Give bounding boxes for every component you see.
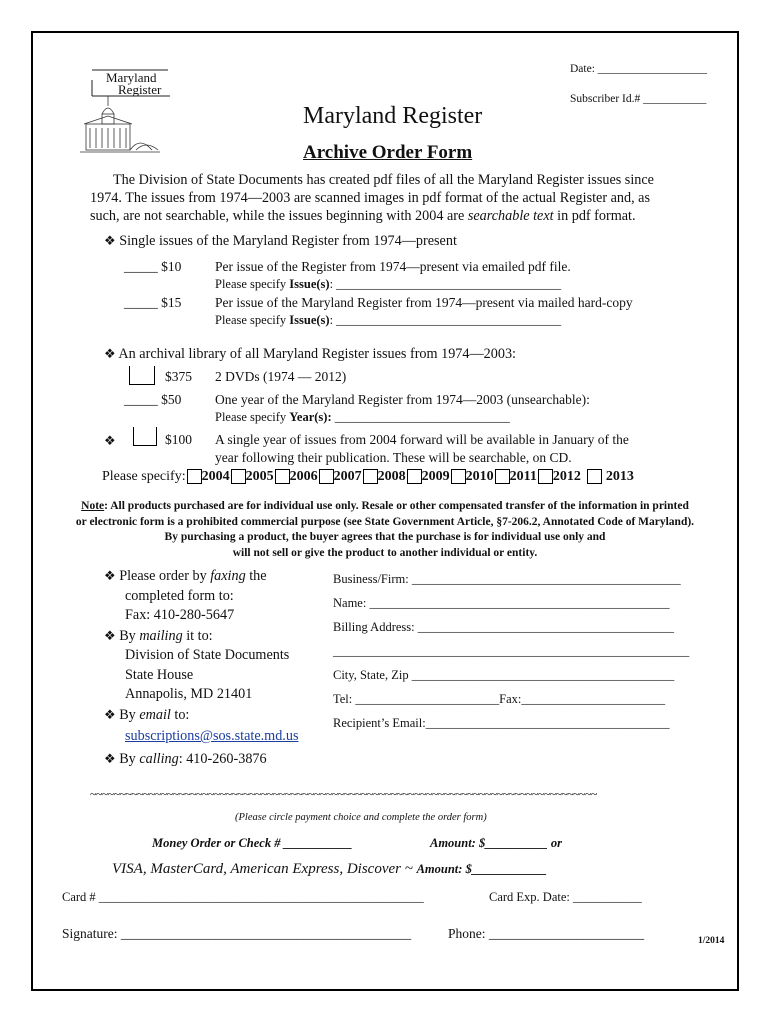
- fax-text: Please order by: [119, 568, 211, 584]
- year-checkbox[interactable]: [275, 469, 290, 484]
- call-text-end: : 410-260-3876: [178, 750, 267, 767]
- fax-line-1: [104, 566, 298, 587]
- email-text: By: [119, 706, 140, 723]
- note-line-4: will not sell or give the product to another individual or entity.: [232, 546, 538, 559]
- year-label: 2008: [377, 469, 406, 484]
- business-field[interactable]: Business/Firm: ___________________________________________: [333, 572, 681, 586]
- diamond-bullet-icon: ❖: [104, 346, 116, 361]
- billing-address-field[interactable]: Billing Address: _________________________________________: [333, 620, 674, 634]
- fax-number: Fax: 410-280-5647: [125, 607, 235, 623]
- year-specify-label: Please specify:: [102, 469, 186, 484]
- year-label: 2009: [421, 469, 450, 484]
- specify-line: : ____________________________________: [329, 313, 562, 327]
- intro-line-1: The Division of State Documents has created pdf files of all the Maryland Register issues since: [113, 172, 654, 188]
- year-checkbox[interactable]: [407, 469, 422, 484]
- subscriber-id-field[interactable]: Subscriber Id.# ___________: [570, 93, 707, 105]
- fax-line-2: completed form to:: [125, 587, 234, 604]
- option-100-price: $100: [165, 432, 192, 447]
- intro-emphasis: searchable text: [467, 208, 554, 224]
- mail-address-2: State House: [125, 666, 194, 683]
- specify-bold: Issue(s): [289, 313, 330, 327]
- fax-text-end: the: [245, 568, 267, 584]
- option-15-blank[interactable]: _____ $15: [124, 295, 182, 310]
- card-exp-field[interactable]: Card Exp. Date: ___________: [489, 890, 642, 904]
- option-50-blank[interactable]: _____ $50: [124, 392, 182, 407]
- diamond-bullet-icon: ❖: [104, 706, 116, 722]
- note-line-3: By purchasing a product, the buyer agrees that the purchase is for individual use only and: [164, 531, 606, 543]
- note-block: [36, 499, 734, 561]
- intro-text-end: in pdf format.: [553, 208, 636, 224]
- note-text: : All products purchased are for individual use only. Resale or other compensated transfer of the information in printed: [104, 500, 689, 512]
- option-50-specify[interactable]: [215, 410, 510, 425]
- city-state-zip-field[interactable]: City, State, Zip __________________________________________: [333, 668, 675, 682]
- archive-heading-text: An archival library of all Maryland Register issues from 1974—2003:: [118, 346, 516, 362]
- payment-instruction: (Please circle payment choice and complete the order form): [235, 812, 487, 823]
- email-emphasis: email: [139, 706, 171, 723]
- specify-label: Please specify: [215, 313, 290, 327]
- signature-field[interactable]: Signature: ___________________________________________: [62, 926, 412, 941]
- tel-fax-field[interactable]: Tel: _______________________Fax:_______________________: [333, 692, 666, 706]
- note-line-2: or electronic form is a prohibited commercial purpose (see State Government Article, §7-206.2, Annotated Code of Maryland).: [75, 515, 695, 528]
- specify-label: Please specify: [215, 410, 290, 424]
- option-100-desc-2: year following their publication. These will be searchable, on CD.: [215, 450, 572, 465]
- fax-instruction: [104, 566, 298, 769]
- option-10-blank[interactable]: _____ $10: [124, 259, 182, 274]
- diamond-bullet-icon: ❖: [104, 750, 116, 766]
- option-100-desc-1: A single year of issues from 2004 forward will be available in January of the: [215, 432, 629, 447]
- phone-field[interactable]: Phone: _______________________: [448, 926, 645, 941]
- amount-field-1[interactable]: Amount: $__________ or: [430, 836, 562, 850]
- intro-text: such, are not searchable, while the issues beginning with 2004 are: [90, 208, 468, 224]
- diamond-bullet-icon: ❖: [104, 627, 116, 643]
- card-types[interactable]: VISA, MasterCard, American Express, Discover ~: [112, 861, 417, 877]
- year-checkbox[interactable]: [187, 469, 202, 484]
- diamond-bullet-icon: ❖: [104, 568, 116, 583]
- call-emphasis: calling: [139, 750, 179, 767]
- note-line-1: [36, 499, 734, 515]
- tilde-divider: ~~~~~~~~~~~~~~~~~~~~~~~~~~~~~~~~~~~~~~~~~~~~~~~~~~~~~~~~~~~~~~~~~~~~~~~~~~~~~~~~~~~~~~: [90, 787, 597, 801]
- page-title: Maryland Register: [303, 103, 483, 129]
- note-label: Note: [81, 500, 105, 512]
- year-label: 2004: [201, 469, 230, 484]
- mail-line-1: [104, 626, 298, 647]
- amount-field-2[interactable]: Amount: $____________: [416, 862, 547, 876]
- call-line: [104, 749, 298, 770]
- year-label: 2011: [509, 469, 537, 484]
- option-10-desc: Per issue of the Register from 1974—present via emailed pdf file.: [215, 259, 571, 274]
- year-label: 2010: [465, 469, 494, 484]
- logo-text-line2: Register: [118, 82, 162, 97]
- diamond-bullet-icon: ❖: [104, 233, 116, 248]
- specify-bold: Issue(s): [289, 277, 330, 291]
- date-field[interactable]: Date: ___________________: [570, 63, 708, 75]
- recipient-email-field[interactable]: Recipient’s Email:_______________________________________: [333, 716, 670, 730]
- option-375-price: $375: [165, 369, 192, 384]
- archive-heading: [104, 346, 516, 363]
- fax-emphasis: faxing: [210, 568, 246, 584]
- mail-address-1: Division of State Documents: [125, 647, 290, 663]
- mail-address-3: Annapolis, MD 21401: [125, 686, 253, 702]
- diamond-bullet-icon: ❖: [104, 433, 116, 448]
- year-label: 2006: [289, 469, 318, 484]
- year-checkbox[interactable]: [363, 469, 378, 484]
- single-heading-text: Single issues of the Maryland Register from 1974—present: [119, 233, 457, 249]
- card-payment-row: [112, 860, 547, 878]
- year-checkbox[interactable]: [319, 469, 334, 484]
- year-label: 2007: [333, 469, 362, 484]
- option-15-desc: Per issue of the Maryland Register from 1974—present via mailed hard-copy: [215, 295, 633, 310]
- mail-emphasis: mailing: [139, 627, 183, 644]
- intro-line-3: [90, 208, 636, 225]
- name-field[interactable]: Name: ________________________________________________: [333, 596, 670, 610]
- option-375-checkbox[interactable]: [129, 366, 155, 385]
- money-order-field[interactable]: Money Order or Check # ___________: [152, 836, 353, 850]
- card-number-field[interactable]: Card # ____________________________________________________: [62, 890, 424, 904]
- form-title: Archive Order Form: [303, 142, 473, 163]
- year-checkbox[interactable]: [538, 469, 553, 484]
- year-label: 2012: [552, 469, 581, 484]
- year-specify-row: [102, 469, 634, 485]
- specify-line: ____________________________: [331, 410, 510, 424]
- option-15-specify[interactable]: [215, 313, 561, 328]
- version-label: 1/2014: [698, 936, 725, 946]
- mail-text: By: [119, 627, 140, 644]
- logo-text-line1: Maryland: [106, 70, 157, 85]
- specify-line: : ____________________________________: [329, 277, 562, 291]
- option-50-desc: One year of the Maryland Register from 1974—2003 (unsearchable):: [215, 392, 590, 407]
- year-checkbox[interactable]: [451, 469, 466, 484]
- specify-label: Please specify: [215, 277, 290, 291]
- mail-text-end: it to:: [182, 627, 213, 644]
- option-375-desc: 2 DVDs (1974 — 2012): [215, 369, 347, 384]
- year-label: 2013: [605, 469, 634, 484]
- maryland-register-logo: [80, 66, 175, 156]
- email-line: [104, 705, 298, 726]
- call-text: By: [119, 750, 140, 767]
- year-checkbox[interactable]: [495, 469, 510, 484]
- single-issues-heading: [104, 233, 457, 250]
- billing-address-line-2[interactable]: _________________________________________________________: [333, 644, 690, 658]
- year-label: 2005: [245, 469, 274, 484]
- option-100-checkbox[interactable]: [133, 427, 157, 446]
- specify-bold: Year(s):: [289, 410, 332, 424]
- email-text-end: to:: [170, 706, 190, 723]
- intro-line-2: 1974. The issues from 1974—2003 are scanned images in pdf format of the actual Register and, as: [90, 190, 650, 206]
- year-checkbox[interactable]: [587, 469, 602, 484]
- year-checkbox[interactable]: [231, 469, 246, 484]
- email-link[interactable]: subscriptions@sos.state.md.us: [125, 728, 299, 744]
- option-10-specify[interactable]: [215, 277, 561, 292]
